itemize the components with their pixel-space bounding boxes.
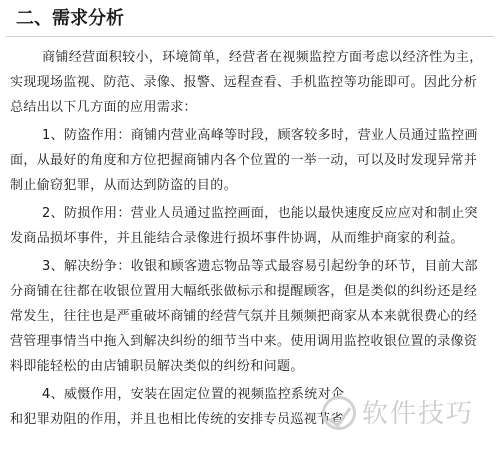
paragraph-line: 发商品损坏事件，并且能结合录像进行损坏事件协调，从而维护商家的利益。 <box>10 231 464 246</box>
paragraph-line: 面，从最好的角度和方位把握商铺内各个位置的一举一动，可以及时发现异常并 <box>10 153 478 168</box>
paragraph-line: 常发生，往往也是严重破坏商铺的经营气氛并且频频把商家从本来就很费心的经 <box>10 309 478 324</box>
paragraph-line: 料即能轻松的由店铺职员解决类似的纠纷和问题。 <box>10 359 304 374</box>
section-heading: 二、需求分析 <box>16 8 124 29</box>
heading-divider <box>6 36 494 37</box>
paragraph-line: 和犯罪劝阻的作用，并且也相比传统的安排专员巡视节省 <box>10 412 344 427</box>
paragraph-line: 3、解决纷争：收银和顾客遗忘物品等式最容易引起纷争的环节，目前大部 <box>42 259 478 274</box>
paragraph-line: 营管理事情当中拖入到解决纠纷的细节当中来。使用调用监控收银位置的录像资 <box>10 334 478 349</box>
paragraph-line: 商铺经营面积较小，环境简单，经营者在视频监控方面考虑以经济性为主， <box>42 50 483 65</box>
watermark <box>322 392 498 440</box>
paragraph-line: 实现现场监视、防范、录像、报警、远程查看、手机监控等功能即可。因此分析 <box>10 75 478 90</box>
paragraph-line: 2、防损作用：营业人员通过监控画面，也能以最快速度反应应对和制止突 <box>42 206 478 221</box>
paragraph-line: 4、威慑作用，安装在固定位置的视频监控系统对企 <box>42 387 345 402</box>
paragraph-line: 总结出以下几方面的应用需求： <box>10 100 197 115</box>
paragraph-line: 制止偷窃犯罪，从而达到防盗的目的。 <box>10 178 237 193</box>
paragraph-line: 分商铺在往都在收银位置用大幅纸张做标示和提醒顾客，但是类似的纠纷还是经 <box>10 284 478 299</box>
paragraph-line: 1、防盗作用：商铺内营业高峰等时段，顾客较多时，营业人员通过监控画 <box>42 128 478 143</box>
watermark-text: 软件技巧 <box>362 399 475 429</box>
brand-logo-icon <box>322 396 356 430</box>
